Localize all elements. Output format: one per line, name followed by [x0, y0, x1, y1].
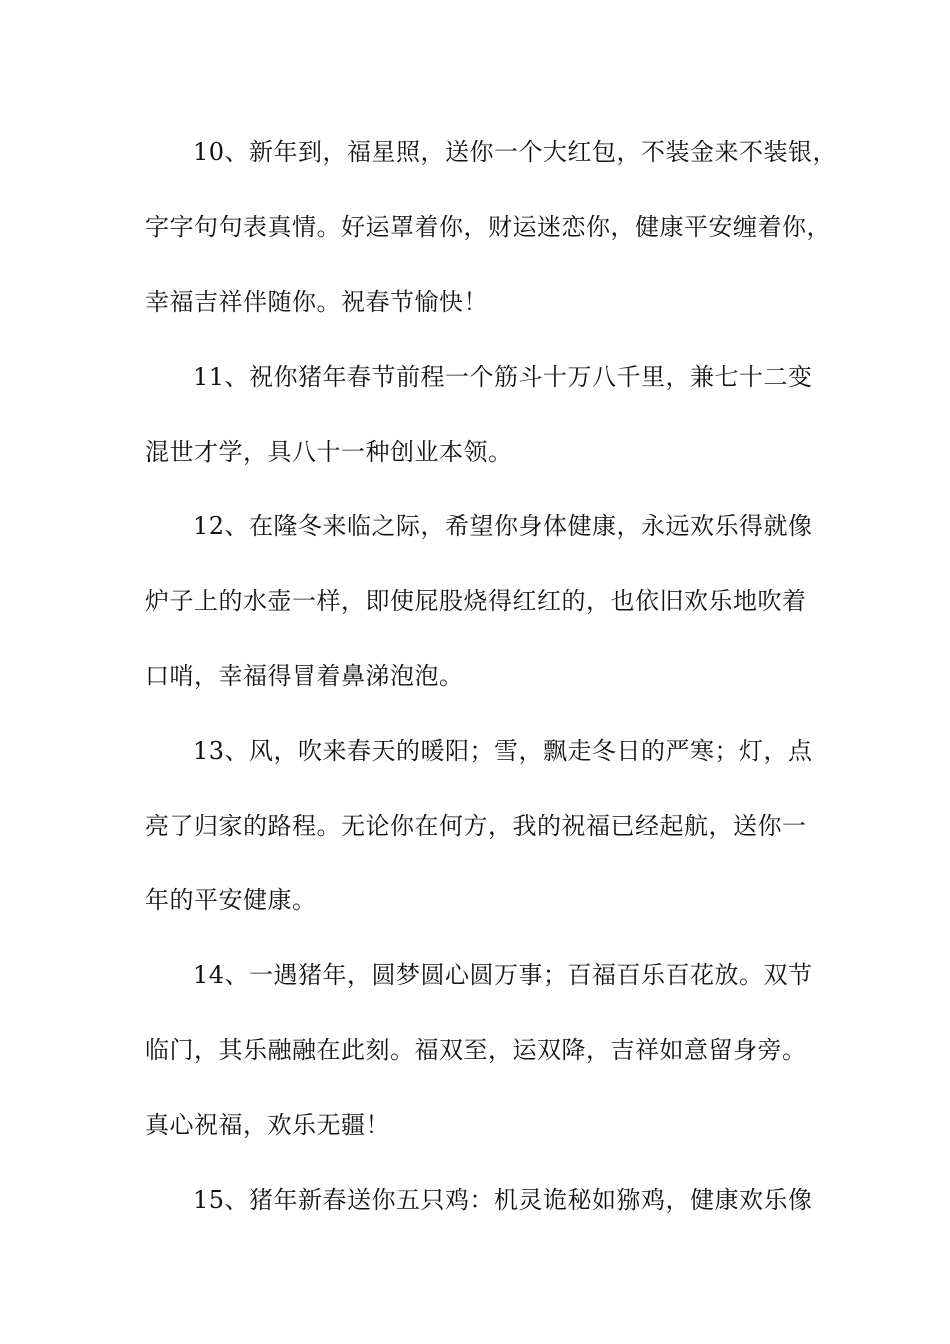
paragraph-14-line-3: 真心祝福，欢乐无疆！ [145, 1111, 390, 1139]
paragraph-14-line-1: 14、一遇猪年，圆梦圆心圆万事；百福百乐百花放。双节 [193, 961, 813, 989]
paragraph-14-line-2: 临门，其乐融融在此刻。福双至，运双降，吉祥如意留身旁。 [145, 1036, 807, 1064]
paragraph-10-line-1: 10、新年到，福星照，送你一个大红包，不装金来不装银， [193, 138, 838, 166]
paragraph-10-line-2: 字字句句表真情。好运罩着你，财运迷恋你，健康平安缠着你， [145, 213, 831, 241]
paragraph-11-line-2: 混世才学，具八十一种创业本领。 [145, 438, 513, 466]
paragraph-11-line-1: 11、祝你猪年春节前程一个筋斗十万八千里，兼七十二变 [193, 363, 813, 391]
paragraph-12-line-2: 炉子上的水壶一样，即使屁股烧得红红的，也依旧欢乐地吹着 [145, 587, 807, 615]
paragraph-10-line-3: 幸福吉祥伴随你。祝春节愉快！ [145, 288, 488, 316]
paragraph-12-line-3: 口哨，幸福得冒着鼻涕泡泡。 [145, 662, 464, 690]
paragraph-13-line-3: 年的平安健康。 [145, 886, 317, 914]
paragraph-13-line-2: 亮了归家的路程。无论你在何方，我的祝福已经起航，送你一 [145, 812, 807, 840]
paragraph-15-line-1: 15、猪年新春送你五只鸡：机灵诡秘如猕鸡，健康欢乐像 [193, 1186, 813, 1214]
paragraph-13-line-1: 13、风，吹来春天的暖阳；雪，飘走冬日的严寒；灯，点 [193, 737, 813, 765]
paragraph-12-line-1: 12、在隆冬来临之际，希望你身体健康，永远欢乐得就像 [193, 512, 813, 540]
